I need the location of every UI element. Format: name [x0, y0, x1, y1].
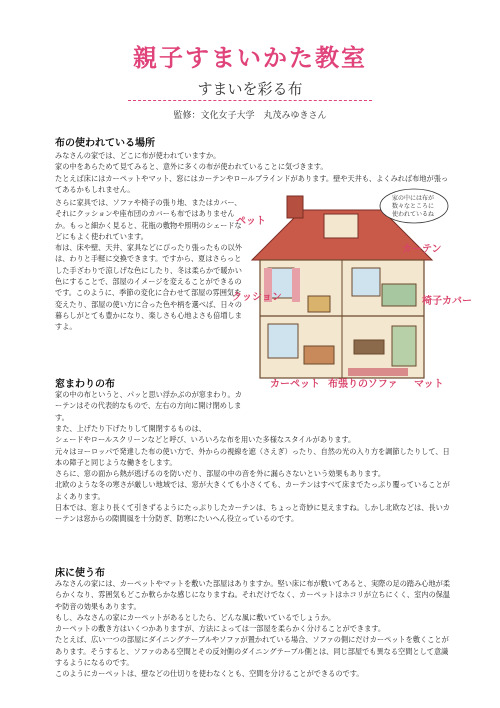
- chimney: [287, 196, 303, 218]
- cushion-chair: [308, 296, 330, 312]
- section3-body: みなさんの家には、カーペットやマットを敷いた部屋はありますか。堅い床に布が敷いてあると、実際の足の踏み心地が柔らかくなり、雰囲気もどこか軟らかな感じになりますね。それだけでなく、カーペットはホコリが立ちにくく、室内の保温や防音の効果もあります。 もし、みなさんの家にカーペットがあるとしたら、どんな風に敷いているでしょうか。 カーペットの敷き方はいくつかありますが、方法によっては一部屋を柔らかく分けることができます。 たとえば、広い一つの部屋にダイニングテーブルやソファが置かれている場合、ソファの側にだけカーペットを敷くことがあります。そうすると、ソファのある空間とその反対側のダイニングテーブル側とは、同じ部屋でも異なる空間として意識するようになるのです。 このようにカーペットは、壁などの仕切りを使わなくとも、空間を分けることができるのです。: [55, 579, 451, 679]
- label-cushion: クッション: [232, 292, 282, 303]
- bubble-line-2: 数々なところに: [392, 203, 435, 210]
- label-curtain: カーテン: [402, 244, 442, 255]
- section-heading-floor-fabric: 床に使う布: [55, 568, 105, 579]
- dining-table: [354, 340, 384, 354]
- chair-with-cover: [392, 326, 416, 366]
- label-sofa-cover: 布張りのソファ: [328, 379, 398, 390]
- upper-window-right: [352, 268, 380, 296]
- lower-window: [268, 324, 298, 358]
- page-subtitle: すまいを彩る布: [197, 80, 303, 98]
- carpet: [348, 368, 408, 376]
- house-illustration: [232, 188, 472, 390]
- bubble-line-3: 使われているね: [392, 211, 435, 218]
- label-pet: ペット: [236, 216, 266, 227]
- section1-intro: みなさんの家では、どこに布が使われていますか。 家の中をあらためて見てみると、意外に多くの布が使われていることに気づきます。 たとえば床にはカーペットやマット、窓にはカーテンやロールブラインドがあります。壁や天井も、よくみれば布地が張ってあるかもしれません。: [55, 151, 449, 194]
- bubble-line-1: 家の中には布が: [392, 195, 435, 202]
- section-heading-window-fabric: 窓まわりの布: [55, 379, 115, 390]
- section1-body: さらに家具では、ソファや椅子の張り地、またはカバー、それにクッションや座布団のカバーも布ではありませんか。もっと細かく見ると、花瓶の敷物や照明のシェードなどにもよく使われています。 布は、床や壁、天井、家具などにぴったり張ったもの以外は、わりと手軽に交換できます。ですから、夏はさらっとした手ざわりで涼しげな色にしたり、冬は柔らかで暖かい色にすることで、部屋のイメージを変えることができるのです。このように、季節の変化に合わせて部屋の雰囲気を変えたり、部屋の使い方に合った色や柄を選べば、日々の暮らしがとても豊かになり、楽しさも心地よさも倍増しますよ。: [55, 198, 242, 332]
- sofa: [304, 346, 334, 364]
- bed: [382, 284, 416, 306]
- page-title: 親子すまいかた教室: [133, 44, 367, 72]
- curtain-right: [292, 268, 300, 302]
- title-divider: [128, 100, 372, 101]
- attic-window: [324, 214, 358, 238]
- label-mat: マット: [414, 379, 444, 390]
- label-carpet: カーペット: [270, 379, 320, 390]
- section2-body-narrow: 家の中の布というと、パッと思い浮かぶのが窓まわり。カーテンはその代表的なもので、左右の方向に開け閉めします。: [55, 390, 242, 422]
- section-heading-fabric-places: 布の使われている場所: [55, 138, 155, 149]
- section2-body: また、上げたり下げたりして開閉するものは、 シェードやロールスクリーンなどと呼び、いろいろな布を用いた多様なスタイルがあります。 元々はヨーロッパで発達した布の使い方で、外からの視線を遮（さえぎ）ったり、自然の光の入り方を調節したりして、日本の障子と同じような働きをします。 さらに、窓の面から熱が逃げるのを防いだり、部屋の中の音を外に漏らさないという効果もあります。 北欧のような冬の寒さが厳しい地域では、窓が大きくても小さくても、カーテンはすべて床までたっぷり覆っていることがよくあります。 日本では、窓より長くて引きずるようにたっぷりしたカーテンは、ちょっと奇妙に見えますね。しかし北欧などは、長いカーテンは窓からの隙間風を十分防ぎ、防寒にたいへん役立っているのです。: [55, 424, 450, 524]
- label-chair-cover: 椅子カバー: [422, 296, 472, 307]
- byline: 監修：文化女子大学 丸茂みゆきさん: [173, 111, 327, 121]
